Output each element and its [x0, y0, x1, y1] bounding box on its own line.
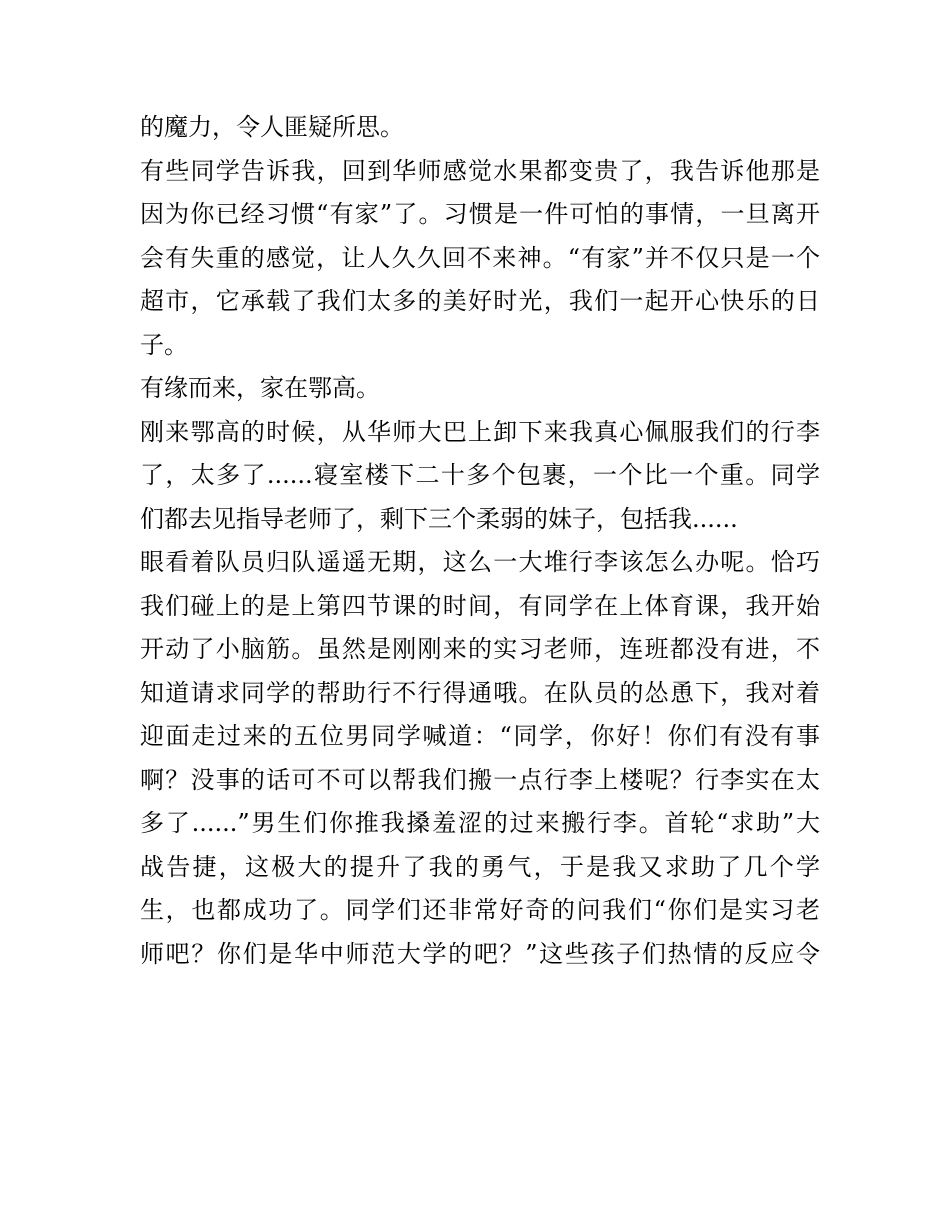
text-line: 多了......”男生们你推我搡羞涩的过来搬行李。首轮“求助”大 [140, 809, 820, 837]
text-line: 超市，它承载了我们太多的美好时光，我们一起开心快乐的日 [140, 287, 820, 315]
text-line: 子。 [140, 330, 188, 359]
text-line: 了，太多了......寝室楼下二十多个包裹，一个比一个重。同学 [140, 461, 820, 489]
text-line: 开动了小脑筋。虽然是刚刚来的实习老师，连班都没有进，不 [140, 635, 820, 663]
text-line: 因为你已经习惯“有家”了。习惯是一件可怕的事情，一旦离开 [140, 200, 820, 228]
text-line: 有些同学告诉我，回到华师感觉水果都变贵了，我告诉他那是 [140, 156, 820, 185]
text-line: 会有失重的感觉，让人久久回不来神。“有家”并不仅只是一个 [140, 243, 820, 272]
text-line: 师吧？你们是华中师范大学的吧？”这些孩子们热情的反应令 [140, 939, 820, 968]
text-line: 刚来鄂高的时候，从华师大巴上卸下来我真心佩服我们的行李 [140, 417, 820, 446]
text-line: 知道请求同学的帮助行不行得通哦。在队员的怂恿下，我对着 [140, 678, 820, 707]
text-line: 我们碰上的是上第四节课的时间，有同学在上体育课，我开始 [140, 591, 820, 620]
text-line: 战告捷，这极大的提升了我的勇气，于是我又求助了几个学 [140, 852, 820, 881]
text-line: 有缘而来，家在鄂高。 [140, 374, 380, 402]
text-line: 啊？没事的话可不可以帮我们搬一点行李上楼呢？行李实在太 [140, 765, 820, 794]
text-line: 迎面走过来的五位男同学喊道：“同学，你好！你们有没有事 [140, 722, 820, 750]
text-line: 生，也都成功了。同学们还非常好奇的问我们“你们是实习老 [140, 896, 820, 924]
text-line: 眼看着队员归队遥遥无期，这么一大堆行李该怎么办呢。恰巧 [140, 548, 820, 576]
body-text [140, 106, 820, 976]
text-line: 们都去见指导老师了，剩下三个柔弱的妹子，包括我...... [140, 504, 738, 533]
text-line: 的魔力，令人匪疑所思。 [140, 113, 404, 141]
